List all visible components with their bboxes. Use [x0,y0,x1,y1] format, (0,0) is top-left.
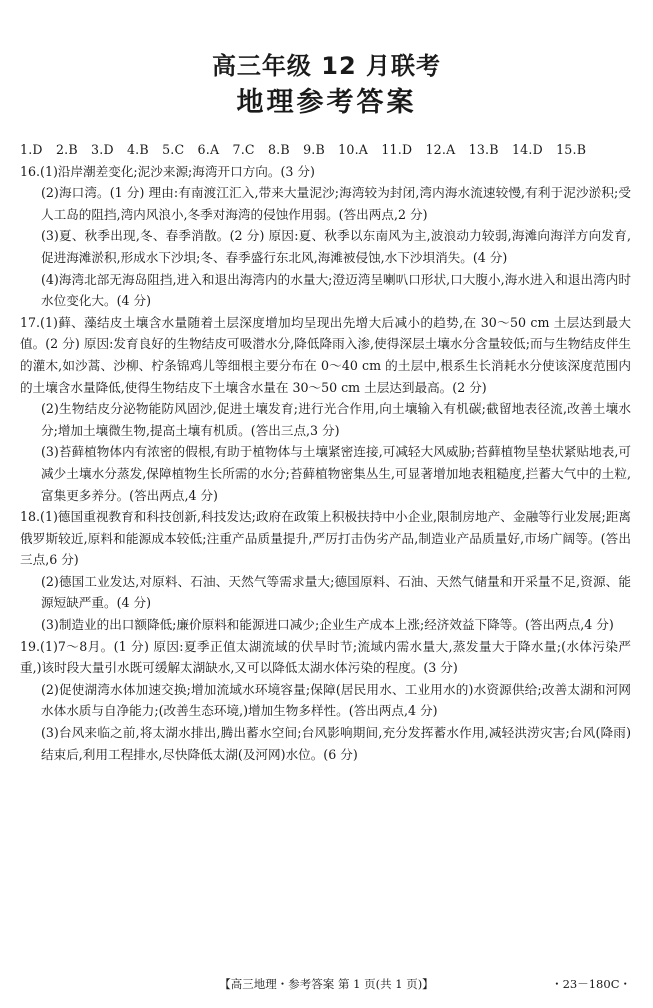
answer-body [20,139,631,765]
answer-paragraph: 16.(1)沿岸潮差变化;泥沙来源;海湾开口方向。(3 分) [20,163,315,179]
mc-answer: 7.C [232,142,255,157]
mc-answer: 10.A [338,142,369,157]
answer-paragraph: 18.(1)德国重视教育和科技创新,科技发达;政府在政策上积极扶持中小企业,限制房地产、金融等行业发展;距离俄罗斯较近,原料和能源成本较低;注重产品质量提升,严厉打击伪劣产品,制造业产品质量好,市场广阔等。(答出三点,6 分) [20,509,631,568]
mc-answer: 3.D [91,142,114,157]
answer-paragraph: (2)海口湾。(1 分) 理由:有南渡江汇入,带来大量泥沙;海湾较为封闭,湾内海水流速较慢,有利于泥沙淤积;受人工岛的阻挡,湾内风浪小,冬季对海湾的侵蚀作用弱。(答出两点,2 分) [41,185,631,222]
mc-answer: 15.B [556,142,587,157]
mc-answer: 4.B [126,142,149,157]
question-18-answers [20,506,631,636]
answer-paragraph: (3)夏、秋季出现,冬、春季消散。(2 分) 原因:夏、秋季以东南风为主,波浪动力较弱,海滩向海洋方向发育,促进海滩淤积,形成水下沙垻;冬、春季盛行东北风,海滩被侵蚀,水下沙垻消失。(4 分) [41,228,631,265]
mc-answer: 9.B [303,142,325,157]
mc-answer: 12.A [425,142,456,157]
mc-answer: 11.D [381,142,413,157]
answer-paragraph: (4)海湾北部无海岛阻挡,进入和退出海湾内的水量大;澄迈湾呈喇叭口形状,口大腹小,海水进入和退出湾内时水位变化大。(4 分) [41,271,631,309]
answer-paragraph: (2)德国工业发达,对原料、石油、天然气等需求量大;德国原料、石油、天然气储量和开采量不足,资源、能源短缺严重。(4 分) [41,573,631,611]
answer-paragraph: 17.(1)藓、藻结皮土壤含水量随着土层深度增加均呈现出先增大后减小的趋势,在 30～50 cm 土层达到最大值。(2 分) 原因:发育良好的生物结皮可吸潜水分,降低降雨入渗,使得深层土壤水分含量较低;而与生物结皮伴生的灌木,如沙蒿、沙柳、柠条锦鸡儿等细根主要分布在 0～40 cm 的土层中,根系生长消耗水分使该深度范围内的土壤含水量降低,使得生物结皮下土壤含水量在 30～50 cm 土层达到最高。(2 分) [20,314,631,395]
mc-answer: 5.C [162,142,185,157]
answer-paragraph: (3)苔藓植物体内有浓密的假根,有助于植物体与土壤紧密连接,可减轻大风威胁;苔藓植物呈垫状紧贴地表,可减少土壤水分蒸发,保障植物生长所需的水分;苔藓植物密集丛生,可显著增加地表粗糙度,拦蓄大气中的土粒,富集更多养分。(答出两点,4 分) [41,444,631,503]
mc-answer: 14.D [511,142,543,157]
mc-answer: 13.B [468,142,499,157]
question-19-answers [20,636,631,766]
answer-paragraph: (3)制造业的出口额降低;廉价原料和能源进口减少;企业生产成本上涨;经济效益下降等。(答出两点,4 分) [41,617,614,633]
title-exam-name: 高三年级 12 月联考 [211,52,442,80]
answer-paragraph: (3)台风来临之前,将太湖水排出,腾出蓄水空间;台风影响期间,充分发挥蓄水作用,减轻洪涝灾害;台风(降雨)结束后,利用工程排水,尽快降低太湖(及河网)水位。(6 分) [41,725,631,762]
footer-page-info: 【高三地理・参考答案 第 1 页(共 1 页)】 [219,977,434,991]
answer-paragraph: (2)促使湖湾水体加速交换;增加流域水环境容量;保障(居民用水、工业用水的)水资源供给;改善太湖和河网水体水质与自净能力;(改善生态环境,)增加生物多样性。(答出两点,4 分) [41,681,631,719]
page-footer [0,976,653,992]
title-answer-key: 地理参考答案 [236,87,417,118]
mc-answer: 6.A [197,142,220,157]
question-17-answers [20,312,631,506]
question-16-answers [20,161,631,312]
multiple-choice-answers [20,139,631,161]
mc-answer: 8.B [267,142,290,157]
mc-answer: 1.D [20,142,43,157]
footer-code: ・23－180C・ [551,977,631,991]
answer-paragraph: (2)生物结皮分泌物能防风固沙,促进土壤发育;进行光合作用,向土壤输入有机碳;截留地表径流,改善土壤水分;增加土壤微生物,提高土壤有机质。(答出三点,3 分) [41,401,631,438]
mc-answer: 2.B [55,142,78,157]
answer-paragraph: 19.(1)7～8月。(1 分) 原因:夏季正值太湖流域的伏旱时节;流域内需水量大,蒸发量大于降水量;(水体污染严重,)该时段大量引水既可缓解太湖缺水,又可以降低太湖水体污染的程度。(3 分) [20,638,631,676]
